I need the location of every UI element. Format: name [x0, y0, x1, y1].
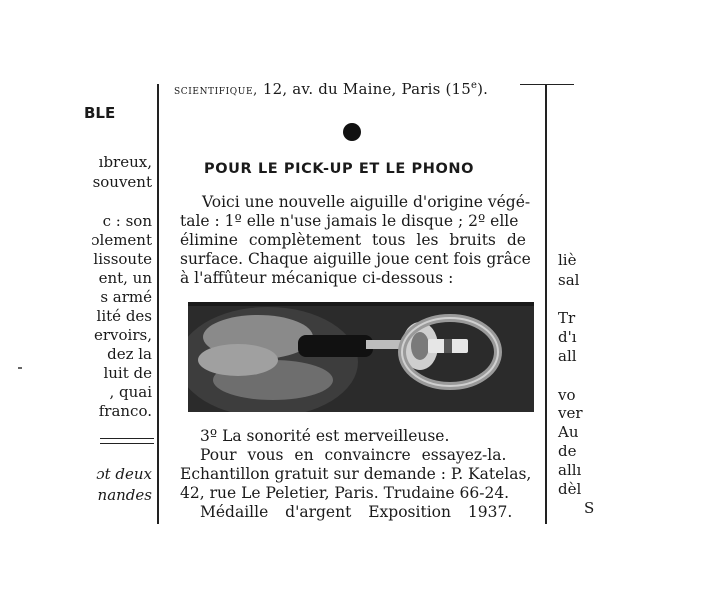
left-line: dez la [107, 345, 152, 363]
left-line: , quai [109, 383, 152, 401]
article-title: POUR LE PICK-UP ET LE PHONO [204, 161, 475, 177]
left-line: ıbreux, [98, 153, 152, 171]
left-italic-line: nandes [97, 486, 152, 504]
left-column-rule [157, 84, 159, 524]
double-rule-bottom [100, 443, 154, 444]
after-line: Echantillon gratuit sur demande : P. Katelas, [180, 465, 532, 483]
right-line: all [558, 347, 577, 365]
header-rest: 12, av. du Maine, Paris (15 [257, 80, 471, 98]
header-sup: e [471, 80, 478, 91]
right-line: d'ı [558, 328, 577, 346]
left-line: ɔlement [91, 231, 152, 249]
right-line: vo [558, 386, 576, 404]
header-end: ). [477, 80, 489, 98]
stray-mark [18, 367, 22, 369]
para-line: surface. Chaque aiguille joue cent fois grâce [180, 250, 531, 268]
left-line: ervoirs, [94, 326, 152, 344]
para-line: élimine complètement tous les bruits de [180, 231, 526, 249]
header-caps: scientifique, [174, 83, 258, 98]
right-line: S [584, 499, 595, 517]
double-rule-top [100, 438, 154, 439]
para-line: tale : 1º elle n'use jamais le disque ; 2º elle [180, 212, 519, 230]
needle-sharpener-photo-icon [188, 302, 534, 412]
right-line: ver [558, 404, 583, 422]
right-column [548, 0, 598, 616]
section-bullet-icon [343, 123, 361, 141]
after-line: 42, rue Le Peletier, Paris. Trudaine 66-24. [180, 484, 510, 502]
needle-sharpener-photo [188, 302, 534, 412]
left-line: ent, un [98, 269, 152, 287]
right-line: de [558, 442, 577, 460]
article-header-line [174, 80, 488, 98]
right-line: allı [558, 461, 582, 479]
right-line: dèl [558, 480, 582, 498]
right-line: sal [558, 271, 580, 289]
left-column-heading: BLE [84, 104, 116, 122]
left-line: lissoute [93, 250, 152, 268]
left-line: luit de [103, 364, 152, 382]
after-line: Médaille d'argent Exposition 1937. [200, 503, 513, 521]
left-line: c : son [102, 212, 152, 230]
left-line: lité des [96, 307, 152, 325]
after-line: 3º La sonorité est merveilleuse. [200, 427, 450, 445]
para-line: à l'affûteur mécanique ci-dessous : [180, 269, 454, 287]
right-line: liè [558, 251, 577, 269]
left-column [0, 0, 158, 616]
left-line: souvent [92, 173, 152, 191]
after-line: Pour vous en convaincre essayez-la. [200, 446, 507, 464]
article [160, 0, 548, 616]
para-line: Voici une nouvelle aiguille d'origine végé- [202, 193, 531, 211]
left-line: s armé [100, 288, 152, 306]
right-line: Tr [558, 309, 576, 327]
right-line: Au [558, 423, 579, 441]
left-line: franco. [98, 402, 152, 420]
left-italic-line: ɔt deux [96, 465, 152, 483]
